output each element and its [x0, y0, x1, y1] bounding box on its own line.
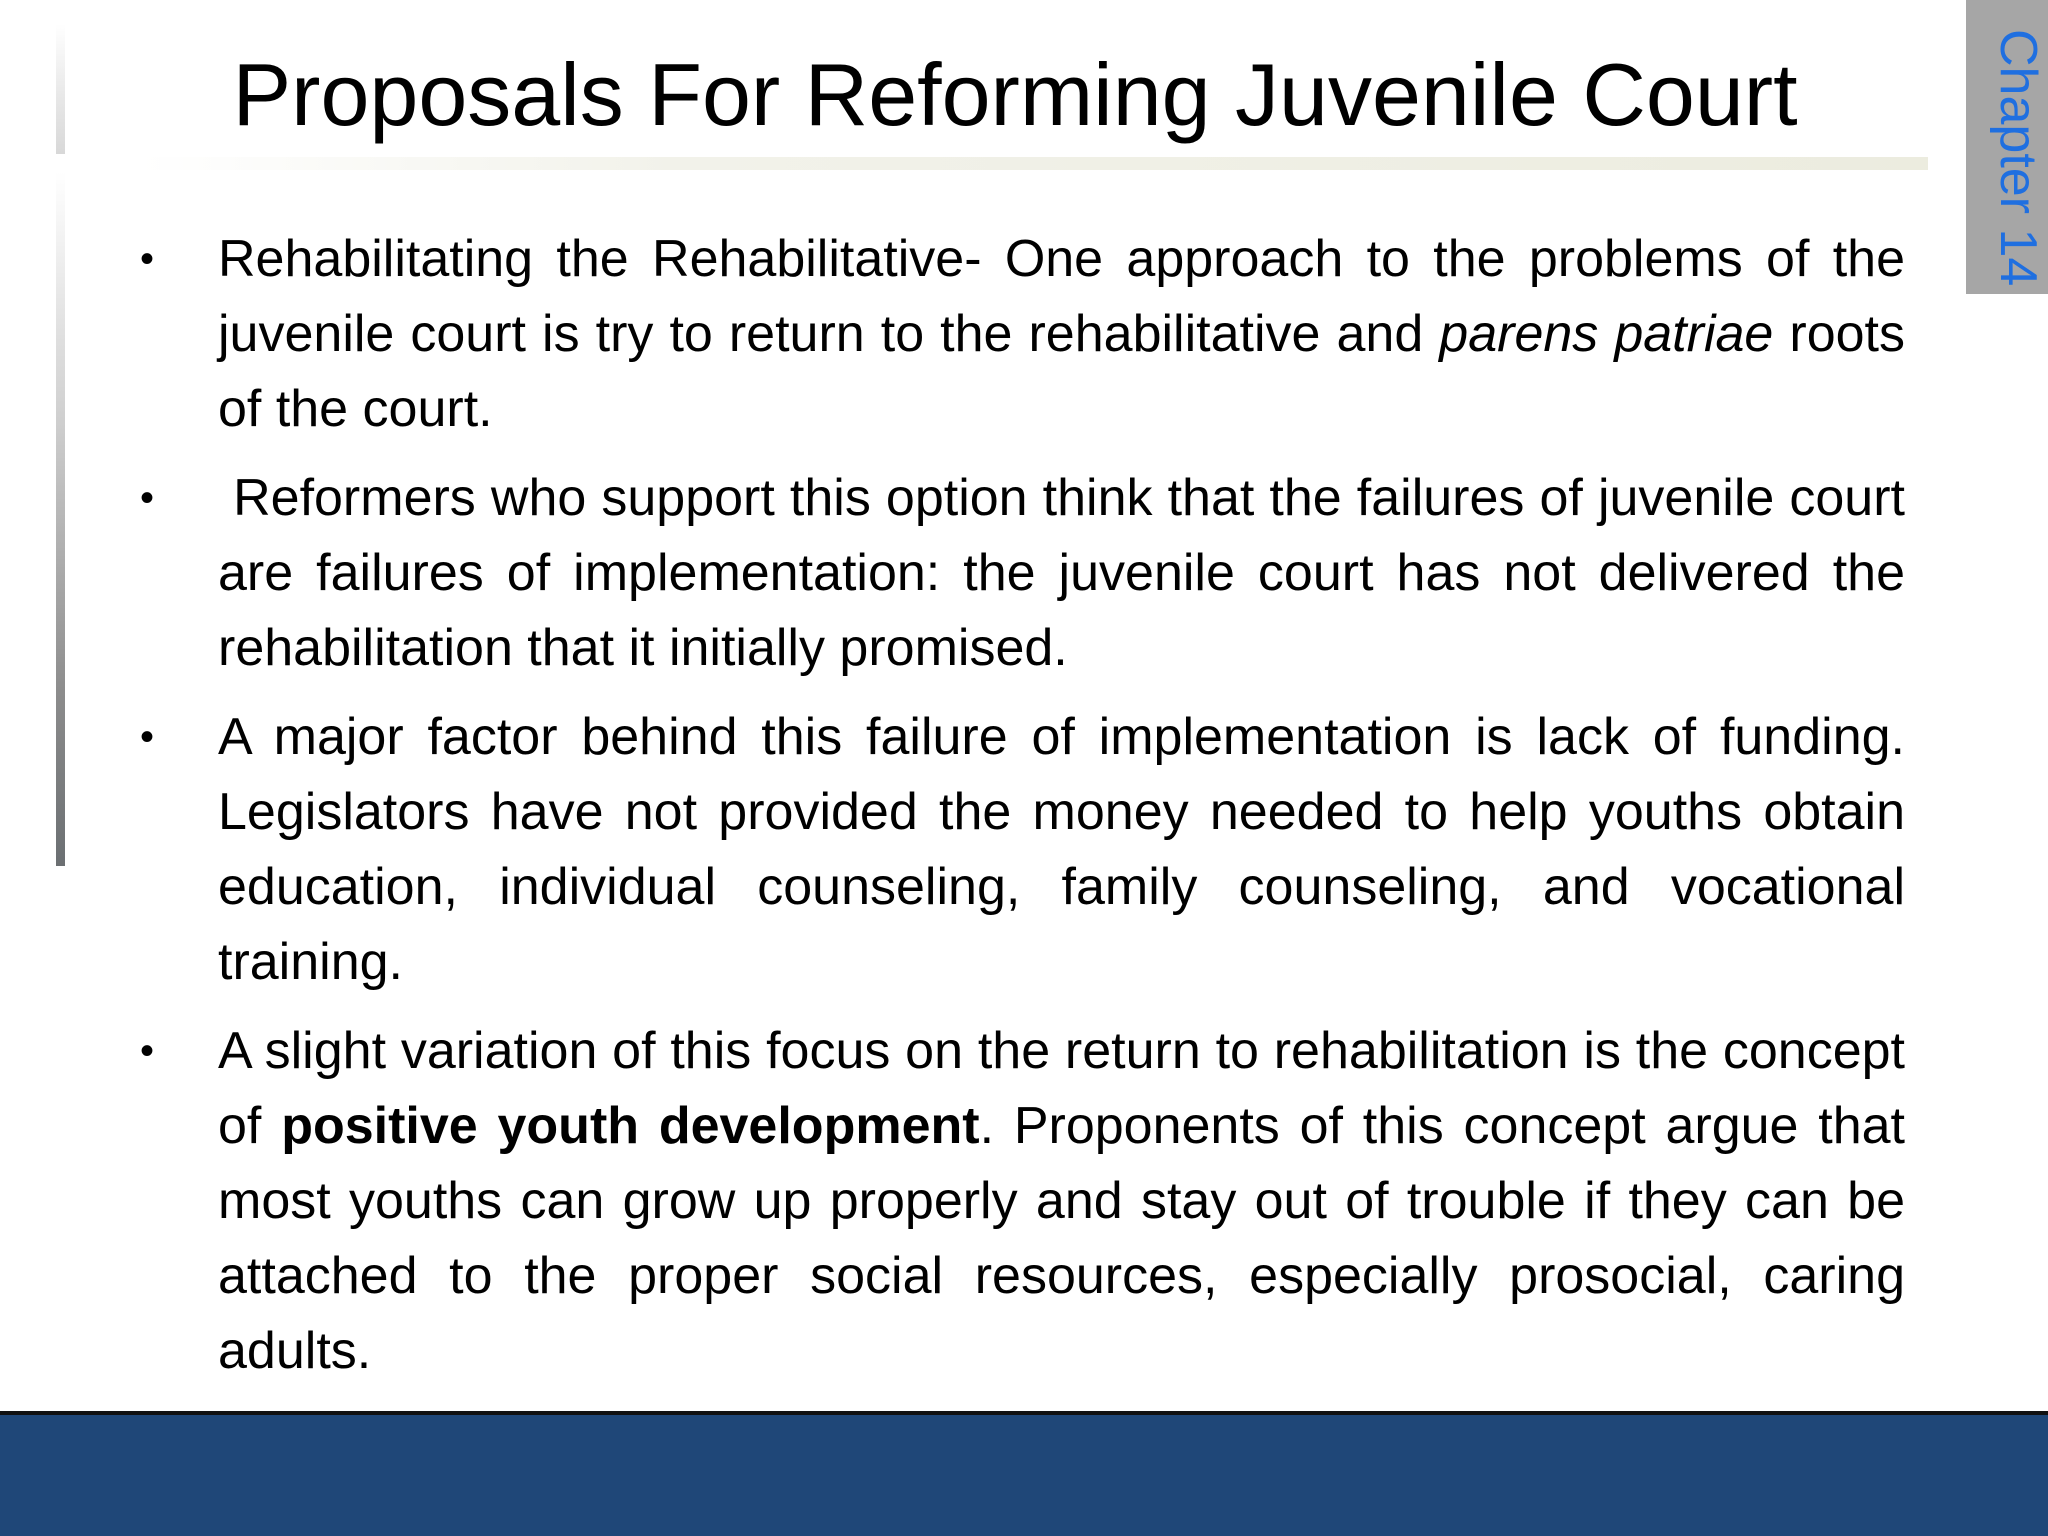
footer-band — [0, 1415, 2048, 1536]
bullet-item — [140, 222, 1905, 447]
text-run: A slight variation of this focus on the return to rehabilitation is the concept of — [218, 1022, 1905, 1155]
bullet-text — [218, 1014, 1905, 1389]
bullet-icon: • — [140, 1029, 155, 1073]
chapter-label: Chapter 14 — [1989, 29, 2047, 287]
slide-title: Proposals For Reforming Juvenile Court — [232, 45, 1798, 144]
bullet-text — [218, 700, 1905, 1000]
bold-term: positive youth development — [281, 1097, 980, 1155]
text-run: . Proponents of this concept argue that most youths can grow up properly and stay out of trouble if they can be attached to the proper social resources, especially prosocial, caring adults. — [218, 1097, 1905, 1380]
bullet-icon: • — [140, 476, 155, 520]
bullet-icon: • — [140, 237, 155, 281]
left-accent-bar — [56, 172, 65, 866]
bullet-item — [140, 461, 1920, 686]
bullet-icon: • — [140, 715, 155, 759]
bullet-item — [140, 700, 1905, 1000]
bullet-list — [140, 222, 1920, 1403]
bullet-item — [140, 1014, 1905, 1389]
text-run: Reformers who support this option think that the failures of juvenile court are failures of implementation: the juvenile court has not delivered the rehabilitation that it initially promised. — [218, 469, 1920, 677]
text-run: A major factor behind this failure of implementation is lack of funding. Legislators have not provided the money needed to help youths obtain education, individual counseling, family counseling, and vocational training. — [218, 708, 1905, 991]
chapter-tab — [1966, 0, 2048, 294]
bullet-text — [218, 461, 1920, 686]
italic-term: parens patriae — [1439, 305, 1774, 363]
left-accent-bar-top — [56, 24, 65, 154]
bullet-text — [218, 222, 1905, 447]
text-run: Rehabilitating the Rehabilitative- One approach to the problems of the juvenile court is try to return to the rehabilitative and — [218, 230, 1905, 363]
text-run: roots of the court. — [218, 305, 1905, 438]
title-underline — [140, 157, 1928, 170]
